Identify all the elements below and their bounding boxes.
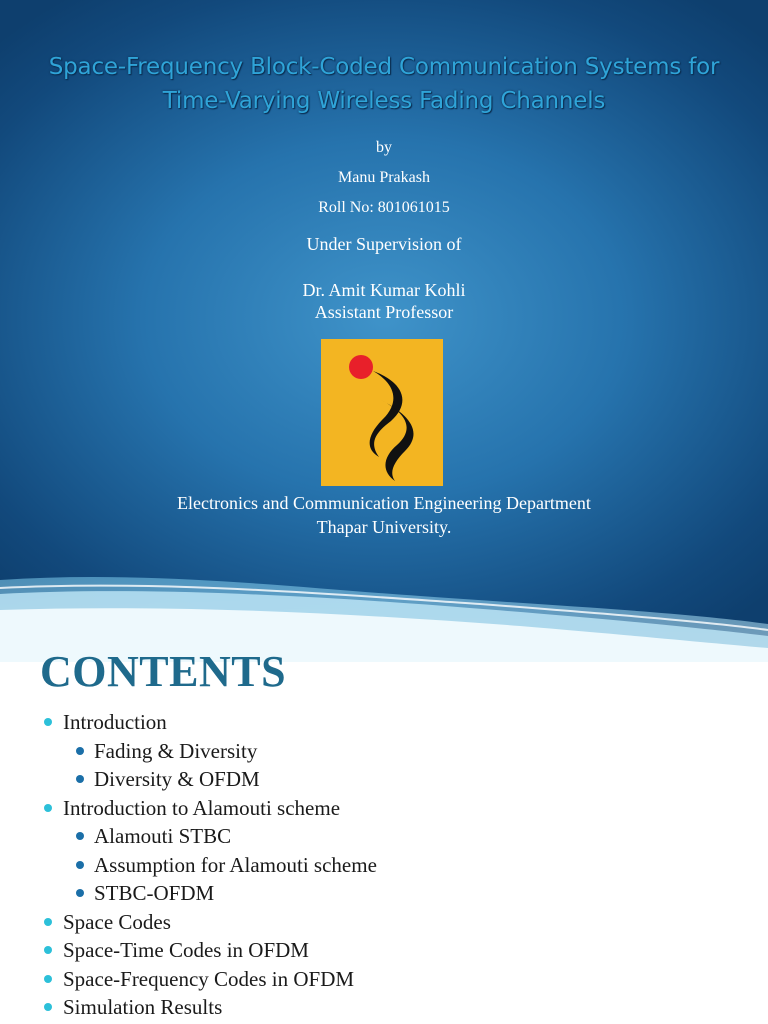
contents-item-text: Space-Frequency Codes in OFDM (63, 966, 355, 991)
contents-item-text: STBC-OFDM (94, 881, 215, 905)
title-line-2: Time-Varying Wireless Fading Channels (162, 88, 606, 114)
bullet-icon (44, 946, 52, 954)
bullet-icon (44, 718, 52, 726)
contents-item-text: Space-Time Codes in OFDM (63, 938, 309, 962)
contents-item-text: Simulation Results (63, 995, 223, 1019)
bullet-icon (76, 775, 84, 783)
contents-item (0, 737, 768, 766)
university-logo-icon (321, 339, 443, 486)
by-label: by (376, 139, 392, 156)
bullet-icon (44, 918, 52, 926)
contents-item (0, 765, 768, 794)
contents-item-text: Introduction to Alamouti scheme (63, 795, 341, 820)
title-line-1: Space-Frequency Block-Coded Communication Systems for (48, 54, 720, 80)
contents-item (0, 993, 768, 1022)
supervisor-designation: Assistant Professor (314, 302, 454, 322)
roll-number: Roll No: 801061015 (318, 199, 450, 216)
university-name: Thapar University. (316, 517, 452, 537)
contents-item (0, 822, 768, 851)
contents-item-text: Alamouti STBC (94, 824, 232, 848)
bullet-icon (76, 832, 84, 840)
bullet-icon (76, 747, 84, 755)
department-name: Electronics and Communication Engineering Department (177, 493, 591, 513)
bullet-icon (76, 889, 84, 897)
contents-heading: CONTENTS (40, 647, 287, 696)
contents-item-text: Introduction (63, 710, 167, 734)
supervision-label: Under Supervision of (306, 234, 462, 254)
contents-item-text: Diversity & OFDM (94, 767, 260, 791)
contents-item (0, 794, 768, 823)
contents-item-text: Fading & Diversity (94, 738, 258, 763)
bullet-icon (44, 1003, 52, 1011)
contents-item (0, 965, 768, 994)
bullet-icon (76, 861, 84, 869)
contents-list (0, 708, 768, 1022)
contents-item (0, 851, 768, 880)
contents-item (0, 936, 768, 965)
contents-item (0, 708, 768, 737)
contents-item (0, 879, 768, 908)
author-name: Manu Prakash (338, 169, 430, 186)
contents-item (0, 908, 768, 937)
contents-slide (0, 647, 768, 1024)
bullet-icon (44, 804, 52, 812)
bullet-icon (44, 975, 52, 983)
contents-item-text: Space Codes (63, 909, 171, 934)
slide-title (0, 50, 768, 118)
supervisor-name: Dr. Amit Kumar Kohli (302, 280, 466, 300)
contents-item-text: Assumption for Alamouti scheme (94, 852, 377, 877)
